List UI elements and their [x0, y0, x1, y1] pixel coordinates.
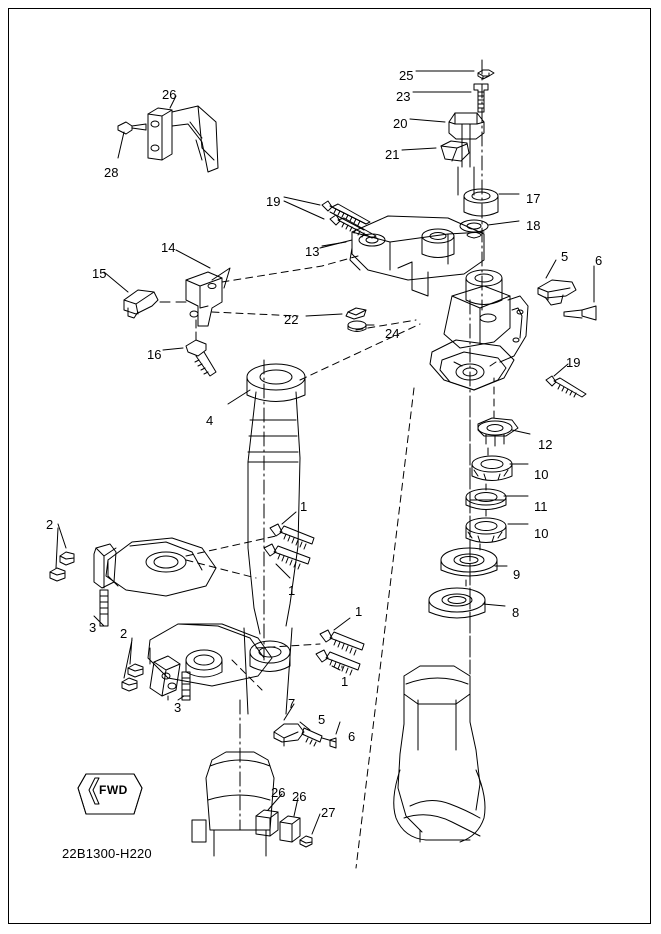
callout-26-upper: 26: [162, 87, 177, 102]
callout-3-lower: 3: [174, 700, 182, 715]
callout-2-upper: 2: [46, 517, 54, 532]
fwd-direction-label: FWD: [99, 783, 128, 797]
callout-12: 12: [538, 437, 553, 452]
callout-17: 17: [526, 191, 541, 206]
callout-15: 15: [92, 266, 107, 281]
callout-21: 21: [385, 147, 400, 162]
callout-26-lower-b: 26: [292, 789, 307, 804]
callout-5-lower: 5: [318, 712, 326, 727]
callout-7: 7: [288, 696, 296, 711]
callout-20: 20: [393, 116, 408, 131]
callout-11: 11: [534, 499, 548, 514]
callout-13: 13: [305, 244, 320, 259]
callout-22: 22: [284, 312, 299, 327]
callout-4: 4: [206, 413, 214, 428]
callout-26-lower-a: 26: [271, 785, 286, 800]
callout-2-lower: 2: [120, 626, 128, 641]
callout-16: 16: [147, 347, 162, 362]
callout-10-lower: 10: [534, 526, 549, 541]
callout-24: 24: [385, 326, 400, 341]
callout-1-d: 1: [341, 674, 349, 689]
callout-1-a: 1: [300, 499, 308, 514]
callout-6-right: 6: [595, 253, 603, 268]
callout-1-b: 1: [288, 583, 296, 598]
callout-3-upper: 3: [89, 620, 97, 635]
callout-9: 9: [513, 567, 521, 582]
part-code-label: 22B1300-H220: [62, 846, 152, 861]
callout-5-right: 5: [561, 249, 569, 264]
callout-14: 14: [161, 240, 176, 255]
callout-25: 25: [399, 68, 414, 83]
callout-6-lower: 6: [348, 729, 356, 744]
callout-10-upper: 10: [534, 467, 549, 482]
callout-18: 18: [526, 218, 541, 233]
callout-28: 28: [104, 165, 119, 180]
callout-19-upper: 19: [266, 194, 281, 209]
callout-8: 8: [512, 605, 520, 620]
callout-19-lower: 19: [566, 355, 581, 370]
callout-23: 23: [396, 89, 411, 104]
callout-1-c: 1: [355, 604, 363, 619]
callout-27: 27: [321, 805, 336, 820]
